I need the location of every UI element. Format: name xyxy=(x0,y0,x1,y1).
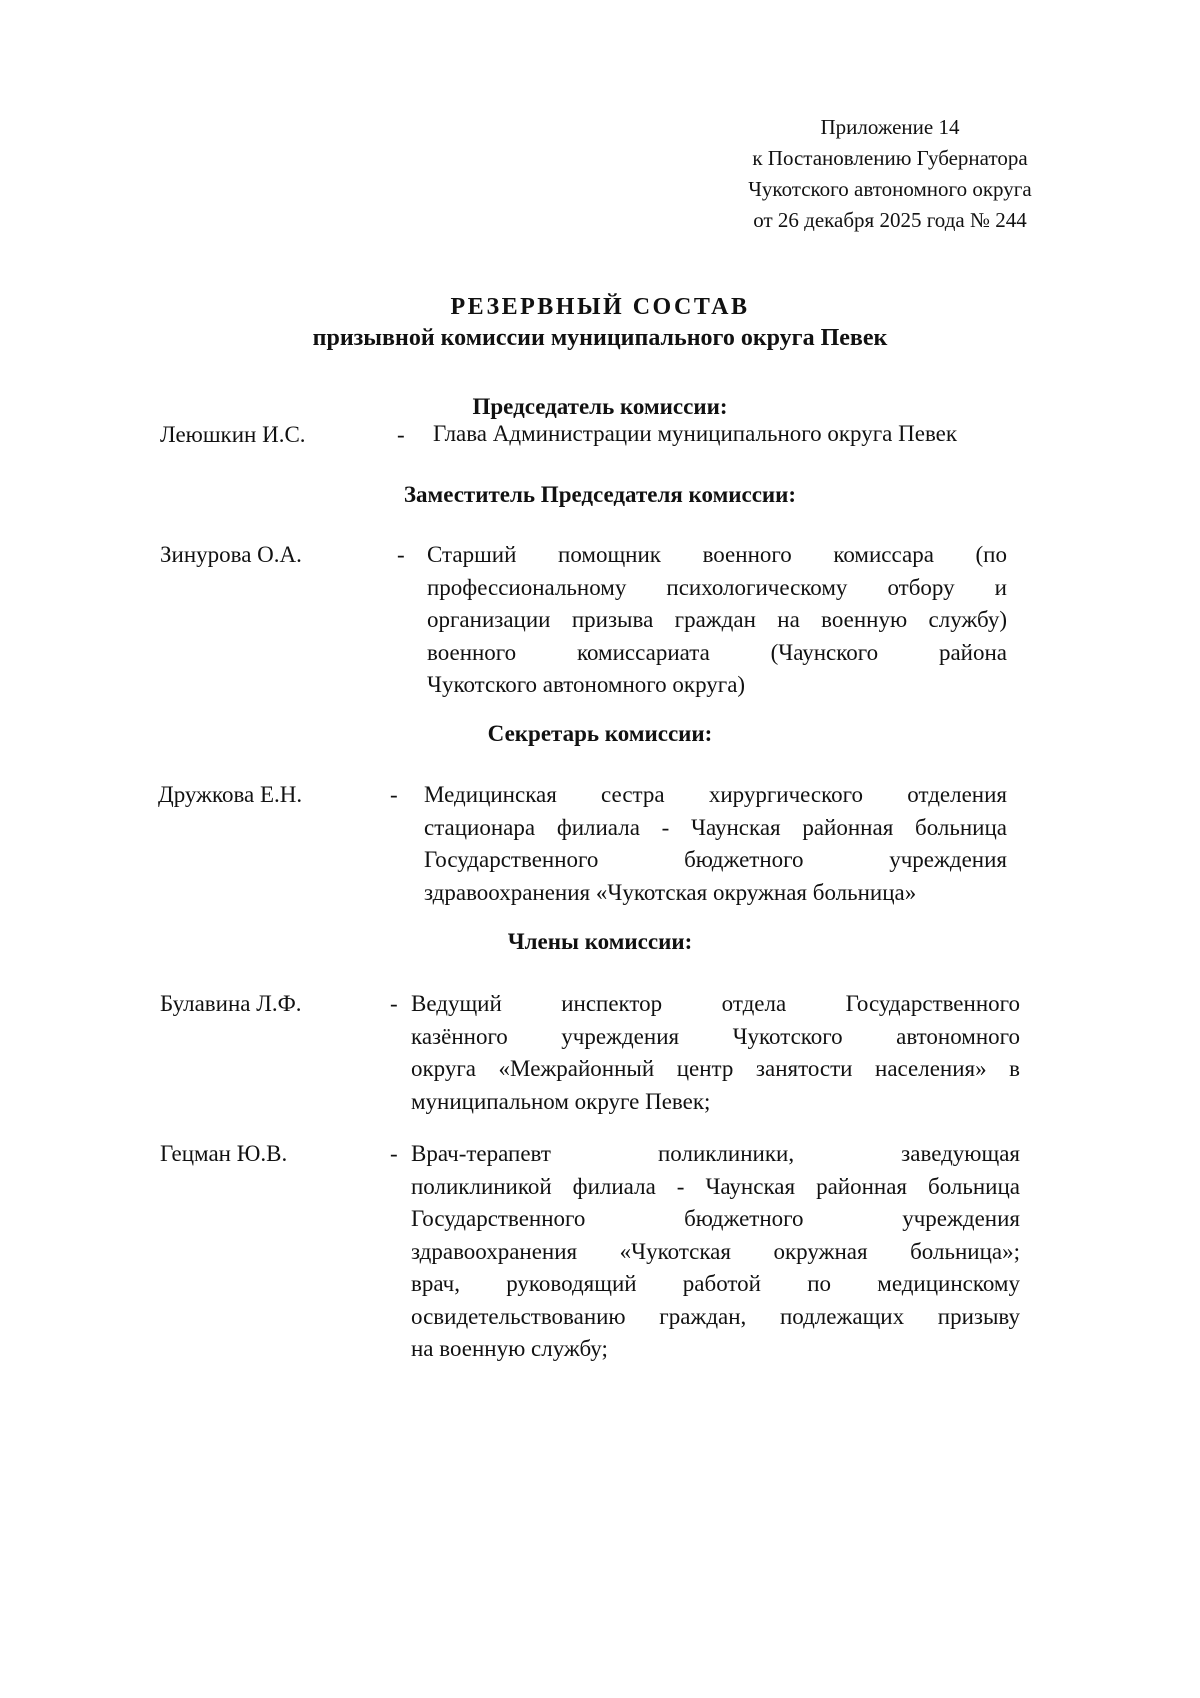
deputy-heading: Заместитель Председателя комиссии: xyxy=(403,482,797,507)
deputy-name: Зинурова О.А. xyxy=(160,542,302,567)
member-position-line: освидетельствованию граждан, подлежащих призыву xyxy=(411,1303,1020,1329)
appendix-block xyxy=(700,112,1080,236)
member-name: Гецман Ю.В. xyxy=(160,1141,288,1166)
member-position-line: поликлиникой филиала - Чаунская районная больница xyxy=(411,1173,1020,1199)
chairman-name: Леюшкин И.С. xyxy=(160,422,306,447)
secretary-position-line: Государственного бюджетного учреждения xyxy=(424,847,1007,872)
deputy-position-line: профессиональному психологическому отбору и xyxy=(427,574,1007,600)
member-position-line: врач, руководящий работой по медицинскому xyxy=(411,1271,1020,1296)
appendix-number: Приложение 14 xyxy=(820,115,960,139)
secretary-position xyxy=(424,779,1007,909)
chairman-position-line: Глава Администрации муниципального округа Певек xyxy=(433,421,958,446)
appendix-reference: к Постановлению Губернатора xyxy=(752,146,1028,170)
appendix-date-number: от 26 декабря 2025 года № 244 xyxy=(753,208,1027,232)
deputy-position xyxy=(427,539,1007,702)
secretary-position-line: здравоохранения «Чукотская окружная больница» xyxy=(424,879,917,905)
deputy-position-line: организации призыва граждан на военную службу) xyxy=(427,607,1007,632)
secretary-name: Дружкова Е.Н. xyxy=(158,782,303,807)
appendix-region: Чукотского автономного округа xyxy=(748,177,1032,201)
secretary-heading: Секретарь комиссии: xyxy=(487,721,713,746)
chairman-heading: Председатель комиссии: xyxy=(472,394,728,419)
member-position-line: муниципальном округе Певек; xyxy=(411,1088,711,1114)
secretary-position-line: Медицинская сестра хирургического отделения xyxy=(424,782,1007,807)
member-position-line: казённого учреждения Чукотского автономного xyxy=(411,1023,1020,1049)
member-position-line: здравоохранения «Чукотская окружная больница»; xyxy=(411,1238,1020,1264)
member-name: Булавина Л.Ф. xyxy=(160,991,302,1016)
document-subtitle: призывной комиссии муниципального округа Певек xyxy=(312,325,888,351)
chairman-position xyxy=(433,418,1033,451)
members-heading: Члены комиссии: xyxy=(507,929,693,954)
document-title: РЕЗЕРВНЫЙ СОСТАВ xyxy=(450,294,750,320)
deputy-position-line: Чукотского автономного округа) xyxy=(427,672,746,697)
chairman-dash: - xyxy=(397,422,405,447)
deputy-position-line: военного комиссариата (Чаунского района xyxy=(427,639,1007,665)
member-position xyxy=(411,988,1020,1118)
secretary-dash: - xyxy=(390,782,398,807)
member-position-line: Врач-терапевт поликлиники, заведующая xyxy=(411,1141,1020,1166)
deputy-position-line: Старший помощник военного комиссара (по xyxy=(427,542,1007,567)
deputy-dash: - xyxy=(397,542,405,567)
member-position xyxy=(411,1138,1020,1366)
member-position-line: на военную службу; xyxy=(411,1336,608,1361)
member-position-line: округа «Межрайонный центр занятости населения» в xyxy=(411,1056,1020,1081)
member-position-line: Государственного бюджетного учреждения xyxy=(411,1206,1020,1231)
member-dash: - xyxy=(390,991,398,1016)
secretary-position-line: стационара филиала - Чаунская районная больница xyxy=(424,814,1007,840)
member-position-line: Ведущий инспектор отдела Государственного xyxy=(411,991,1020,1016)
member-dash: - xyxy=(390,1141,398,1166)
